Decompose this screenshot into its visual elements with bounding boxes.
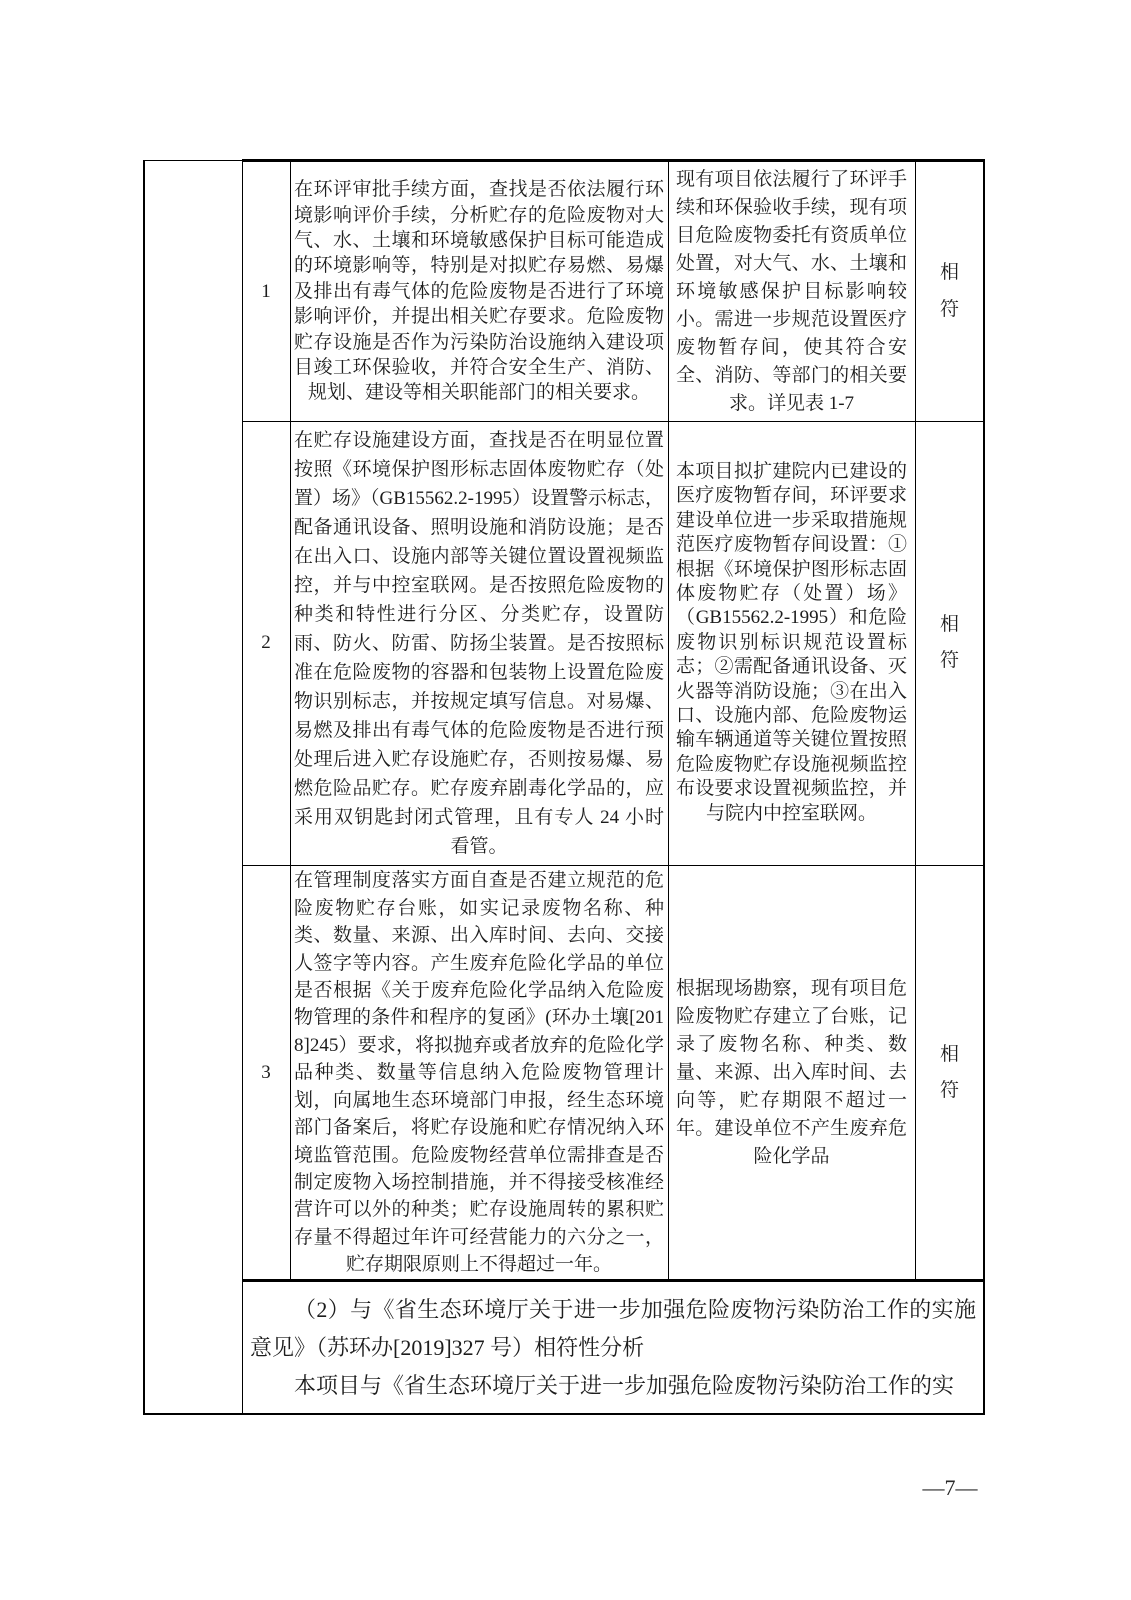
table-border-row1-bottom <box>242 421 985 422</box>
comparison-cell <box>668 162 915 421</box>
table-border-vertical-status-left <box>915 160 916 1281</box>
criteria-text: 在管理制度落实方面自查是否建立规范的危险废物贮存台账，如实记录废物名称、种类、数量、来源、出入库时间、去向、交接人签字等内容。产生废弃危险化学品的单位是否根据《关于废弃危险化学品纳入危险废物管理的条件和程序的复函》(环办土壤[2018]245）要求，将拟抛弃或者放弃的危险化学品种类、数量等信息纳入危险废物管理计划，向属地生态环境部门申报，经生态环境部门备案后，将贮存设施和贮存情况纳入环境监管范围。危险废物经营单位需排查是否制定废物入场控制措施，并不得接受核准经营许可以外的种类；贮存设施周转的累积贮存量不得超过年许可经营能力的六分之一，贮存期限原则上不得超过一年。 <box>294 870 664 1276</box>
status-text: 相符 <box>939 613 959 671</box>
comparison-text: 本项目拟扩建院内已建设的医疗废物暂存间，环评要求建设单位进一步采取措施规范医疗废物暂存间设置：①根据《环境保护图形标志固体废物贮存（处置）场》（GB15562.2-1995）和危险废物识别标识规范设置标志；②需配备通讯设备、灭火器等消防设施；③在出入口、设施内部、危险废物运输车辆通道等关键位置按照危险废物贮存设施视频监控布设要求设置视频监控，并与院内中控室联网。 <box>676 460 907 824</box>
comparison-cell <box>668 865 915 1281</box>
table-border-vertical-numcol-right <box>290 160 291 1281</box>
comparison-text: 现有项目依法履行了环评手续和环保验收手续，现有项目危险废物委托有资质单位处置，对大气、水、土壤和环境敏感保护目标影响较小。需进一步规范设置医疗废物暂存间，使其符合安全、消防、等部门的相关要求。详见表 1-7 <box>676 168 907 414</box>
table-border-bottom <box>143 1413 985 1415</box>
status-cell <box>915 162 984 421</box>
footer-paragraph: 本项目与《省生态环境厅关于进一步加强危险废物污染防治工作的实 <box>294 1373 955 1398</box>
table-border-vertical-criteria-right <box>668 160 669 1281</box>
table-border-outer-left <box>143 160 145 1415</box>
criteria-cell <box>290 421 668 865</box>
status-text: 相符 <box>939 1043 959 1101</box>
table-border-top-thick <box>242 159 985 162</box>
status-cell <box>915 865 984 1281</box>
merged-left-cell <box>145 162 242 1413</box>
footer-cell <box>242 1281 984 1413</box>
criteria-cell <box>290 162 668 421</box>
table-border-outer-right <box>983 160 985 1415</box>
row-number-cell <box>242 162 290 421</box>
criteria-text: 在贮存设施建设方面，查找是否在明显位置按照《环境保护图形标志固体废物贮存（处置）场》（GB15562.2-1995）设置警示标志，配备通讯设备、照明设施和消防设施；是否在出入口、设施内部等关键位置设置视频监控，并与中控室联网。是否按照危险废物的种类和特性进行分区、分类贮存，设置防雨、防火、防雷、防扬尘装置。是否按照标准在危险废物的容器和包装物上设置危险废物识别标志，并按规定填写信息。对易爆、易燃及排出有毒气体的危险废物是否进行预处理后进入贮存设施贮存，否则按易爆、易燃危险品贮存。贮存废弃剧毒化学品的，应采用双钥匙封闭式管理，且有专人 24 小时看管。 <box>294 429 664 857</box>
comparison-text: 根据现场勘察，现有项目危险废物贮存建立了台账，记录了废物名称、种类、数量、来源、出入库时间、去向等，贮存期限不超过一年。建设单位不产生废弃危险化学品 <box>676 978 907 1167</box>
page-number: —7— <box>922 1475 978 1500</box>
row-number: 3 <box>261 1062 271 1083</box>
criteria-text: 在环评审批手续方面，查找是否依法履行环境影响评价手续，分析贮存的危险废物对大气、水、土壤和环境敏感保护目标可能造成的环境影响等，特别是对拟贮存易燃、易爆及排出有毒气体的危险废物是否进行了环境影响评价，并提出相关贮存要求。危险废物贮存设施是否作为污染防治设施纳入建设项目竣工环保验收，并符合安全生产、消防、规划、建设等相关职能部门的相关要求。 <box>294 179 664 404</box>
table-border-vertical-numcol-left <box>242 160 243 1415</box>
table-border-row3-bottom-thick <box>242 1279 985 1282</box>
criteria-cell <box>290 865 668 1281</box>
footer-paragraph: （2）与《省生态环境厅关于进一步加强危险废物污染防治工作的实施意见》（苏环办[2019]327 号）相符性分析 <box>250 1297 976 1360</box>
status-cell <box>915 421 984 865</box>
status-text: 相符 <box>939 262 959 320</box>
row-number-cell <box>242 865 290 1281</box>
comparison-cell <box>668 421 915 865</box>
row-number: 2 <box>261 632 271 653</box>
table-border-row2-bottom <box>242 865 985 866</box>
row-number-cell <box>242 421 290 865</box>
row-number: 1 <box>261 280 271 302</box>
